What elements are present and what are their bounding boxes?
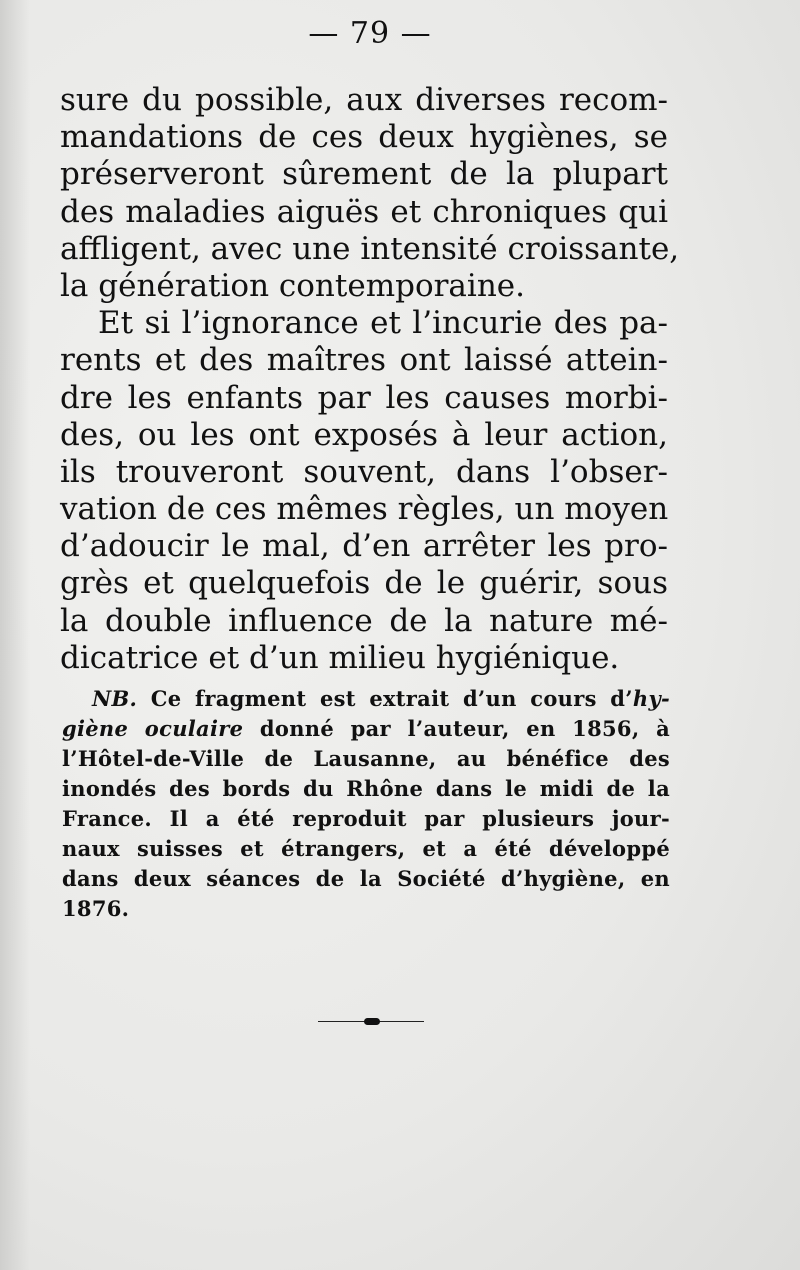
page-edge-shadow bbox=[0, 0, 30, 1270]
footnote-text: Ce fragment est extrait d’un cours d’ bbox=[150, 686, 633, 711]
footnote-line bbox=[62, 714, 670, 744]
body-text bbox=[60, 82, 680, 677]
text-line: sure du possible, aux diverses recom- bbox=[60, 82, 668, 118]
footnote-italic: hy- bbox=[632, 686, 670, 711]
footnote-line: inondés des bords du Rhône dans le midi de la bbox=[62, 776, 670, 801]
footnote-line: 1876. bbox=[62, 896, 130, 921]
text-line: des maladies aiguës et chroniques qui bbox=[60, 193, 668, 230]
text-line: vation de ces mêmes règles, un moyen bbox=[60, 491, 669, 528]
text-line: rents et des maîtres ont laissé attein- bbox=[60, 342, 668, 379]
text-line: affligent, avec une intensité croissante, bbox=[60, 230, 680, 267]
text-line: la double influence de la nature mé- bbox=[60, 602, 668, 639]
end-ornament bbox=[318, 1018, 424, 1026]
footnote bbox=[62, 684, 670, 924]
page-number: — 79 — bbox=[308, 16, 432, 51]
footnote-line: l’Hôtel-de-Ville de Lausanne, au bénéfice des bbox=[62, 746, 670, 771]
text-line: des, ou les ont exposés à leur action, bbox=[60, 416, 668, 453]
footnote-line: France. Il a été reproduit par plusieurs jour- bbox=[62, 806, 670, 831]
text-line: dicatrice et d’un milieu hygiénique. bbox=[60, 639, 620, 676]
text-line: la génération contemporaine. bbox=[60, 267, 525, 304]
text-line: mandations de ces deux hygiènes, se bbox=[60, 119, 668, 156]
footnote-text: donné par l’auteur, en 1856, à bbox=[243, 716, 670, 741]
text-line: ils trouveront souvent, dans l’obser- bbox=[60, 453, 668, 490]
text-line: d’adoucir le mal, d’en arrêter les pro- bbox=[60, 528, 668, 565]
footnote-line bbox=[62, 684, 670, 714]
text-line: Et si l’ignorance et l’incurie des pa- bbox=[98, 305, 668, 342]
text-line: préserveront sûrement de la plupart bbox=[60, 156, 668, 193]
text-line: dre les enfants par les causes morbi- bbox=[60, 379, 668, 416]
ornament-dot bbox=[364, 1018, 380, 1025]
footnote-label: NB. bbox=[92, 686, 138, 711]
footnote-line: naux suisses et étrangers, et a été développé bbox=[62, 836, 670, 861]
footnote-italic: giène oculaire bbox=[62, 716, 244, 741]
text-line: grès et quelquefois de le guérir, sous bbox=[60, 565, 668, 602]
footnote-line: dans deux séances de la Société d’hygiène, en bbox=[62, 866, 670, 891]
